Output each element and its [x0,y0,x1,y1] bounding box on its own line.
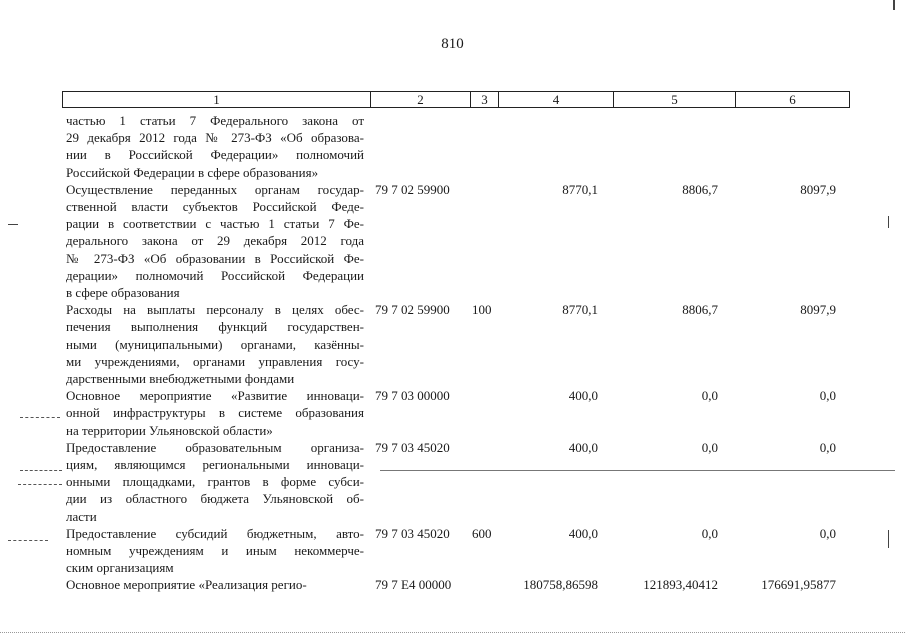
row-value-col4: 400,0 [568,525,598,541]
row-value-col6: 0,0 [819,439,836,455]
row-value-col4: 400,0 [568,388,598,404]
description-line: дии из областного бюджета Ульяновской об- [66,491,364,507]
row-code: 79 7 E4 00000 [375,577,452,593]
description-line: ским организациям [66,560,174,576]
row-expense-type: 100 [472,302,492,318]
header-col-2: 2 [370,92,470,107]
description-line: Основное мероприятие «Развитие инноваци- [66,388,364,404]
description-line: печения выполнения функций государствен- [66,319,364,335]
description-line: онной инфраструктуры в системе образования [66,405,364,421]
description-line: Предоставление субсидий бюджетным, авто- [66,525,364,541]
row-description [66,181,364,301]
row-code: 79 7 02 59900 [375,181,450,197]
description-line: Основное мероприятие «Реализация регио- [66,577,307,593]
row-value-col4: 8770,1 [562,302,598,318]
row-value-col6: 176691,95877 [761,577,836,593]
row-expense-type: 600 [472,525,492,541]
description-line: рации в соответствии с частью 1 статьи 7 Фе- [66,216,364,232]
description-line: дерации» полномочий Российской Федерации [66,267,364,283]
row-code: 79 7 03 45020 [375,439,450,455]
row-code: 79 7 03 45020 [375,525,450,541]
scan-dash-line [18,484,62,486]
row-value-col5: 8806,7 [682,181,718,197]
scan-dash-line [20,470,62,472]
row-description [66,301,364,387]
row-description [66,576,364,593]
description-line: дарственными внебюджетными фондами [66,371,295,386]
header-col-3: 3 [470,92,498,107]
description-line: дерального закона от 29 декабря 2012 года [66,233,364,249]
header-col-5: 5 [613,92,735,107]
description-line: № 273-ФЗ «Об образовании в Российской Фе- [66,250,364,266]
row-value-col4: 8770,1 [562,181,598,197]
header-col-4: 4 [498,92,613,107]
row-code: 79 7 03 00000 [375,388,450,404]
header-col-6: 6 [735,92,849,107]
description-line: частью 1 статьи 7 Федерального закона от [66,113,364,128]
row-value-col6: 0,0 [819,388,836,404]
row-value-col6: 8097,9 [800,302,836,318]
description-line: Осуществление переданных органам государ- [66,181,364,197]
row-description [66,439,364,525]
description-line: ственной власти субъектов Российской Феде- [66,199,364,214]
row-value-col5: 0,0 [701,439,718,455]
row-value-col5: 8806,7 [682,302,718,318]
row-value-col4: 180758,86598 [523,577,598,593]
description-line: в сфере образования [66,285,180,301]
scan-dash-line [20,417,60,419]
description-line: Расходы на выплаты персоналу в целях обес- [66,302,364,318]
row-value-col5: 0,0 [701,525,718,541]
description-line: циям, являющимся региональными инноваци- [66,457,364,472]
row-value-col6: 0,0 [819,525,836,541]
row-value-col5: 121893,40412 [643,577,718,593]
row-value-col5: 0,0 [701,388,718,404]
row-value-col6: 8097,9 [800,181,836,197]
table-header [62,91,850,108]
scan-mark [893,0,895,10]
scan-mark [8,224,18,225]
row-description [66,387,364,439]
scan-dash-line [380,470,895,472]
row-code: 79 7 02 59900 [375,302,450,318]
description-line: нии в Российской Федерации» полномочий [66,147,364,163]
scan-dash-line [8,540,48,542]
scan-mark [888,216,889,228]
description-line: ласти [66,508,97,524]
description-line: Российской Федерации в сфере образования» [66,164,319,180]
row-value-col4: 400,0 [568,439,598,455]
description-line: номным учреждениям и иным некоммерче- [66,543,364,558]
header-col-1: 1 [213,92,220,107]
scan-dash-line [0,632,905,634]
row-description [66,525,364,577]
description-line: онными площадками, грантов в форме субси- [66,474,364,490]
description-line: Предоставление образовательным организа- [66,439,364,455]
description-line: 29 декабря 2012 года № 273-ФЗ «Об образова- [66,130,364,146]
description-line: на территории Ульяновской области» [66,422,273,438]
scan-mark [888,530,889,548]
row-description [66,112,364,181]
description-line: ными (муниципальными) органами, казённы- [66,336,364,352]
page-number: 810 [441,36,464,52]
description-line: ми учреждениями, органами управления госу- [66,353,364,369]
